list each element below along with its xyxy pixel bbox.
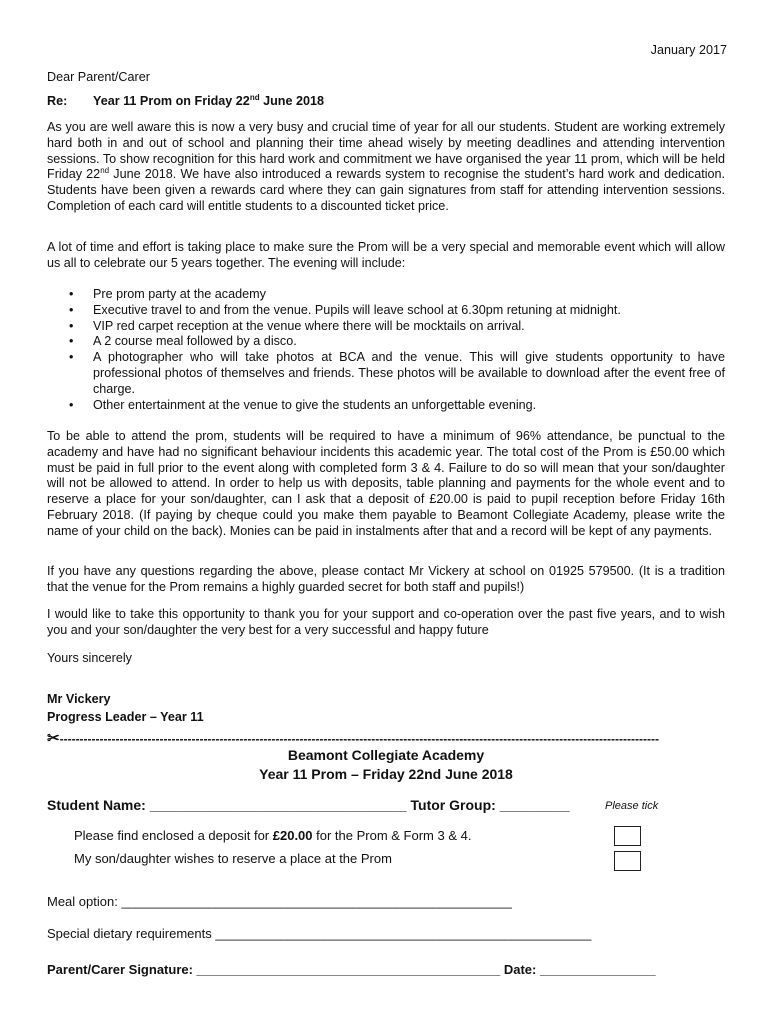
- list-item-text: VIP red carpet reception at the venue where there will be mocktails on arrival.: [93, 318, 525, 333]
- bullet-icon: •: [69, 302, 74, 317]
- paragraph-intro: [47, 120, 725, 215]
- list-item: [47, 334, 725, 350]
- subject-ordinal: nd: [249, 92, 260, 102]
- re-label: Re:: [47, 94, 68, 108]
- deposit-checkbox[interactable]: [614, 826, 641, 846]
- meal-option-row: [47, 894, 512, 909]
- student-name-field[interactable]: _________________________________: [149, 797, 407, 813]
- reserve-option: My son/daughter wishes to reserve a place at the Prom: [74, 851, 392, 866]
- student-details-row: [47, 797, 570, 813]
- list-item: [47, 398, 725, 414]
- list-item-text: A photographer who will take photos at BCA and the venue. This will give students opportunity to have professional photos of themselves and friends. These photos will be available to download after the event free of charge.: [93, 350, 725, 396]
- dietary-row: [47, 926, 591, 941]
- scissors-icon: ✂: [47, 730, 60, 747]
- list-item-text: Pre prom party at the academy: [93, 287, 266, 301]
- list-item: [47, 287, 725, 303]
- list-item-text: A 2 course meal followed by a disco.: [93, 334, 297, 349]
- form-title-school: Beamont Collegiate Academy: [287, 747, 485, 763]
- cut-dashes: ------------------------------------------------------------------------------------------------------------------------------------------------------: [59, 732, 659, 746]
- paragraph-evening: A lot of time and effort is taking place to make sure the Prom will be a very special and memorable event which will allow us all to celebrate our 5 years together. The evening will include:: [47, 240, 725, 270]
- list-item: [47, 350, 725, 397]
- tutor-group-label: Tutor Group:: [406, 797, 500, 813]
- bullet-icon: •: [69, 334, 74, 349]
- date-field[interactable]: ________________: [539, 962, 656, 977]
- paragraph-requirements: To be able to attend the prom, students will be required to have a minimum of 96% attendance, be punctual to the academy and have had no significant behaviour incidents this academic year. The total cost of the Prom is £50.00 which must be paid in full prior to the event along with completed form 3 & 4. Failure to do so will mean that your son/daughter will not be allowed to attend. In order to help us with deposits, table planning and payments for the whole event and to reserve a place for your son/daughter, can I ask that a deposit of £20.00 is paid to pupil reception before Friday 16th February 2018. (If paying by cheque could you make them payable to Beamont Collegiate Academy, please write the name of your child on the back). Monies can be paid in instalments after that and a record will be kept of any payments.: [47, 429, 725, 538]
- bullet-icon: •: [69, 318, 74, 333]
- parent-signature-row: [47, 962, 656, 977]
- meal-option-field[interactable]: ______________________________________________________: [121, 894, 512, 909]
- letter-date: January 2017: [650, 43, 727, 57]
- dietary-field[interactable]: ____________________________________________________: [215, 926, 592, 941]
- bullet-icon: •: [69, 287, 74, 301]
- tutor-group-field[interactable]: _________: [499, 797, 570, 813]
- cut-line: [47, 729, 717, 747]
- deposit-text: Please find enclosed a deposit for: [74, 828, 273, 843]
- event-list: [47, 287, 725, 413]
- form-title-event: Year 11 Prom – Friday 22nd June 2018: [259, 766, 513, 782]
- signatory-name: Mr Vickery: [47, 692, 111, 706]
- paragraph-intro-end: June 2018. We have also introduced a rewards system to recognise the student’s hard work and dedication. Students have been given a rewards card where they can gain signatures from staff for attending intervention sessions. Completion of each card will entitle students to a discounted ticket price.: [47, 167, 726, 213]
- dietary-label: Special dietary requirements: [47, 926, 216, 941]
- paragraph-questions: If you have any questions regarding the above, please contact Mr Vickery at school on 01925 579500. (It is a tradition that the venue for the Prom remains a highly guarded secret for both staff and pupils!): [47, 564, 725, 594]
- reserve-checkbox[interactable]: [614, 851, 641, 871]
- meal-option-label: Meal option:: [47, 894, 122, 909]
- paragraph-intro-ordinal: nd: [100, 166, 110, 176]
- salutation: Dear Parent/Carer: [47, 70, 150, 84]
- paragraph-thanks: I would like to take this opportunity to thank you for your support and co-operation over the past five years, and to wish you and your son/daughter the very best for a very successful and happy future: [47, 607, 725, 637]
- subject-line: [47, 94, 324, 108]
- signature-block: [47, 690, 204, 726]
- deposit-text-end: for the Prom & Form 3 & 4.: [312, 828, 472, 843]
- bullet-icon: •: [69, 350, 74, 365]
- please-tick-note: Please tick: [605, 800, 659, 812]
- form-title: [47, 746, 725, 784]
- signature-field[interactable]: __________________________________________: [196, 962, 501, 977]
- list-item: [47, 303, 725, 319]
- deposit-amount: £20.00: [272, 828, 313, 843]
- student-name-label: Student Name:: [47, 797, 150, 813]
- list-item: [47, 319, 725, 335]
- bullet-icon: •: [69, 397, 74, 412]
- signatory-role: Progress Leader – Year 11: [47, 710, 204, 724]
- signature-label: Parent/Carer Signature:: [47, 962, 197, 977]
- list-item-text: Other entertainment at the venue to give the students an unforgettable evening.: [93, 397, 537, 412]
- date-label: Date:: [500, 962, 540, 977]
- paragraph-intro-start: As you are well aware this is now a very busy and crucial time of year for all our students. Student are working extremely hard both in and out of school and planning their time ahead wisely by meeting deadlines and attending intervention sessions. To show recognition for this hard work and commitment we have organised the year 11 prom, which will be held Friday 22: [47, 120, 725, 182]
- list-item-text: Executive travel to and from the venue. Pupils will leave school at 6.30pm retuning at midnight.: [93, 302, 621, 317]
- deposit-option: [74, 828, 471, 843]
- subject-text: Year 11 Prom on Friday 22: [93, 94, 250, 108]
- subject-text-end: June 2018: [259, 94, 325, 108]
- closing: Yours sincerely: [47, 651, 132, 665]
